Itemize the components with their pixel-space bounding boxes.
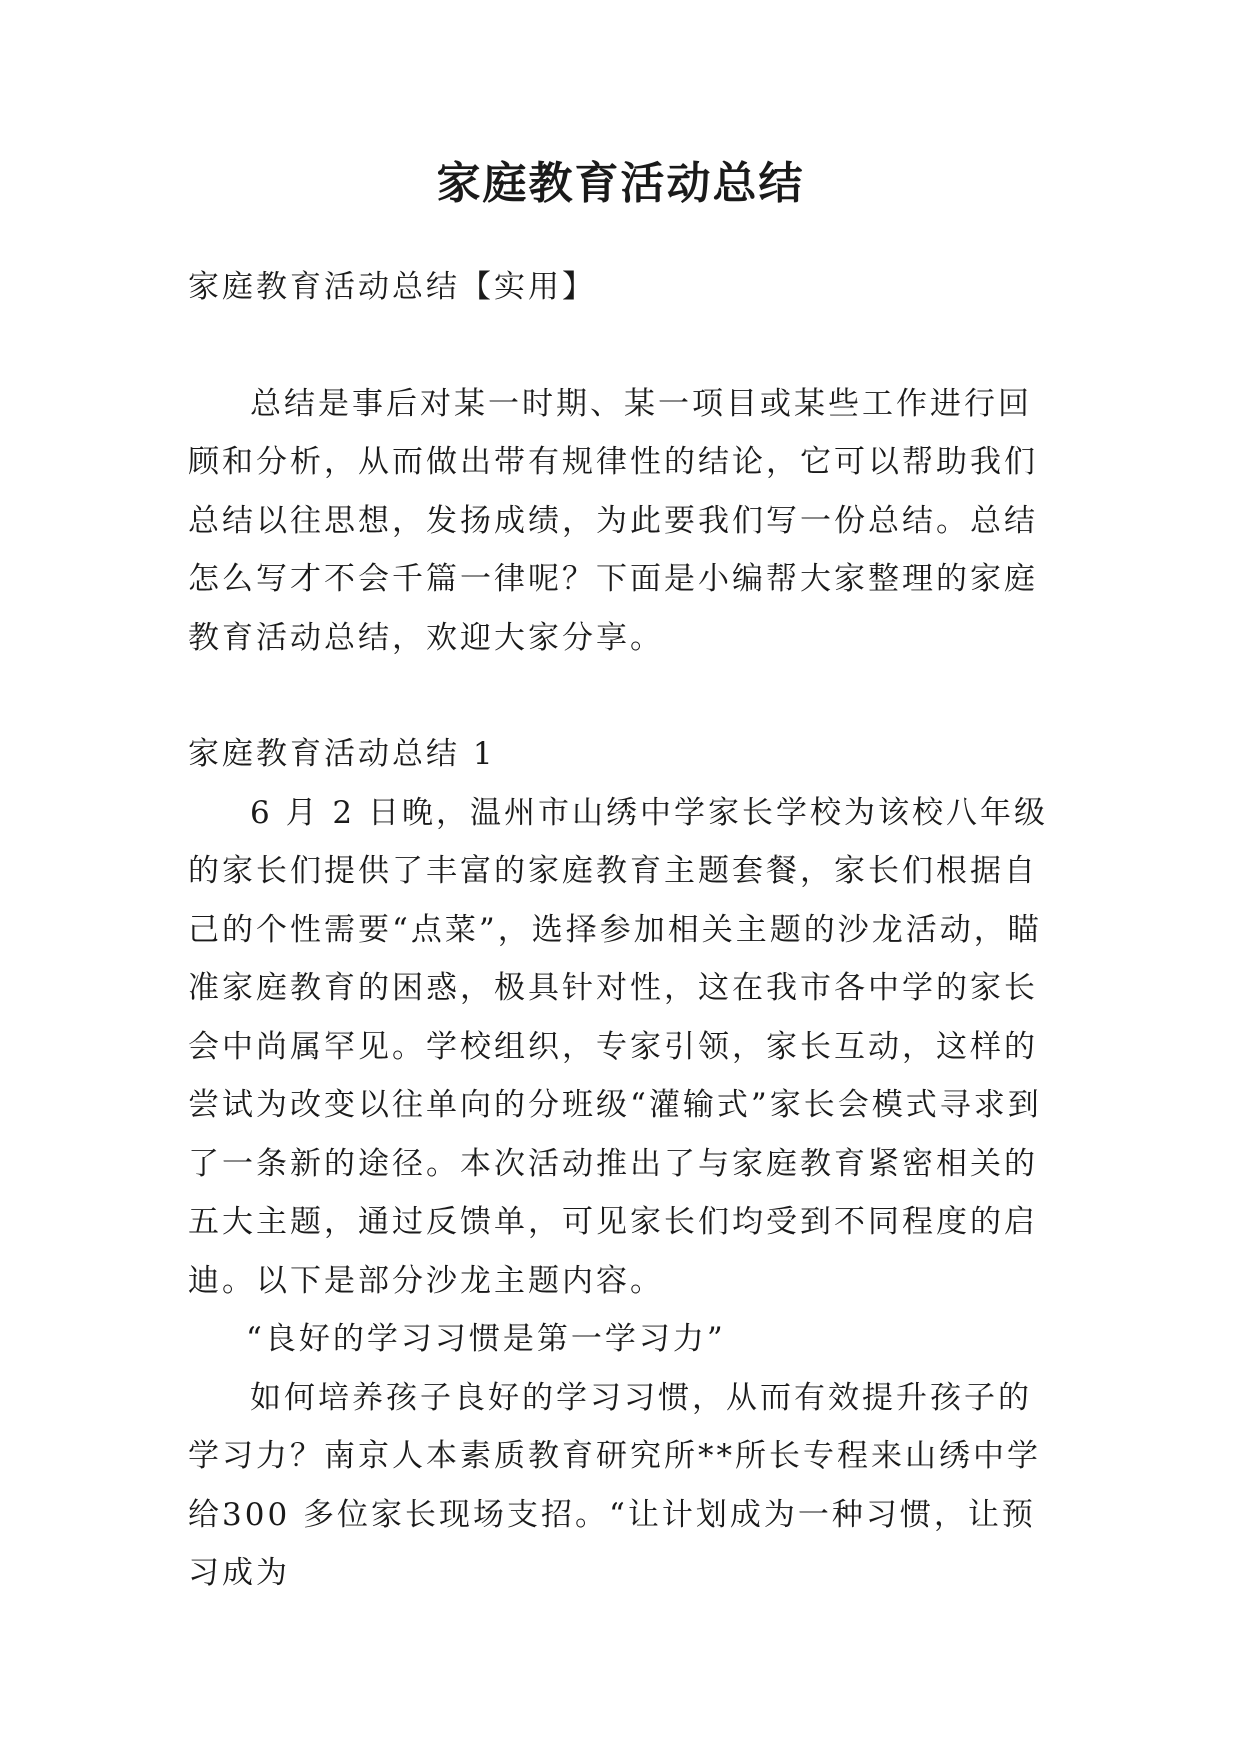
spacer: [188, 317, 1058, 375]
body-paragraph-2: 如何培养孩子良好的学习习惯，从而有效提升孩子的学习力？南京人本素质教育研究所**所长专程来山绣中学给300 多位家长现场支招。“让计划成为一种习惯，让预习成为: [188, 1379, 1041, 1591]
document-title: 家庭教育活动总结: [436, 158, 805, 209]
intro-paragraph: 总结是事后对某一时期、某一项目或某些工作进行回顾和分析，从而做出带有规律性的结论，它可以帮助我们总结以往思想，发扬成绩，为此要我们写一份总结。总结怎么写才不会千篇一律呢？下面是小编帮大家整理的家庭教育活动总结，欢迎大家分享。: [188, 385, 1038, 656]
document-body: [188, 258, 1058, 1603]
spacer: [188, 667, 1058, 725]
document-subtitle: 家庭教育活动总结【实用】: [188, 269, 596, 305]
section-heading: 家庭教育活动总结 1: [188, 736, 496, 772]
body-paragraph-1: 6 月 2 日晚，温州市山绣中学家长学校为该校八年级的家长们提供了丰富的家庭教育主题套餐，家长们根据自己的个性需要“点菜”，选择参加相关主题的沙龙活动，瞄准家庭教育的困惑，极具针对性，这在我市各中学的家长会中尚属罕见。学校组织，专家引领，家长互动，这样的尝试为改变以往单向的分班级“灌输式”家长会模式寻求到了一条新的途径。本次活动推出了与家庭教育紧密相关的五大主题，通过反馈单，可见家长们均受到不同程度的启迪。以下是部分沙龙主题内容。: [188, 794, 1049, 1299]
quote-heading: “良好的学习习惯是第一学习力”: [246, 1321, 726, 1357]
